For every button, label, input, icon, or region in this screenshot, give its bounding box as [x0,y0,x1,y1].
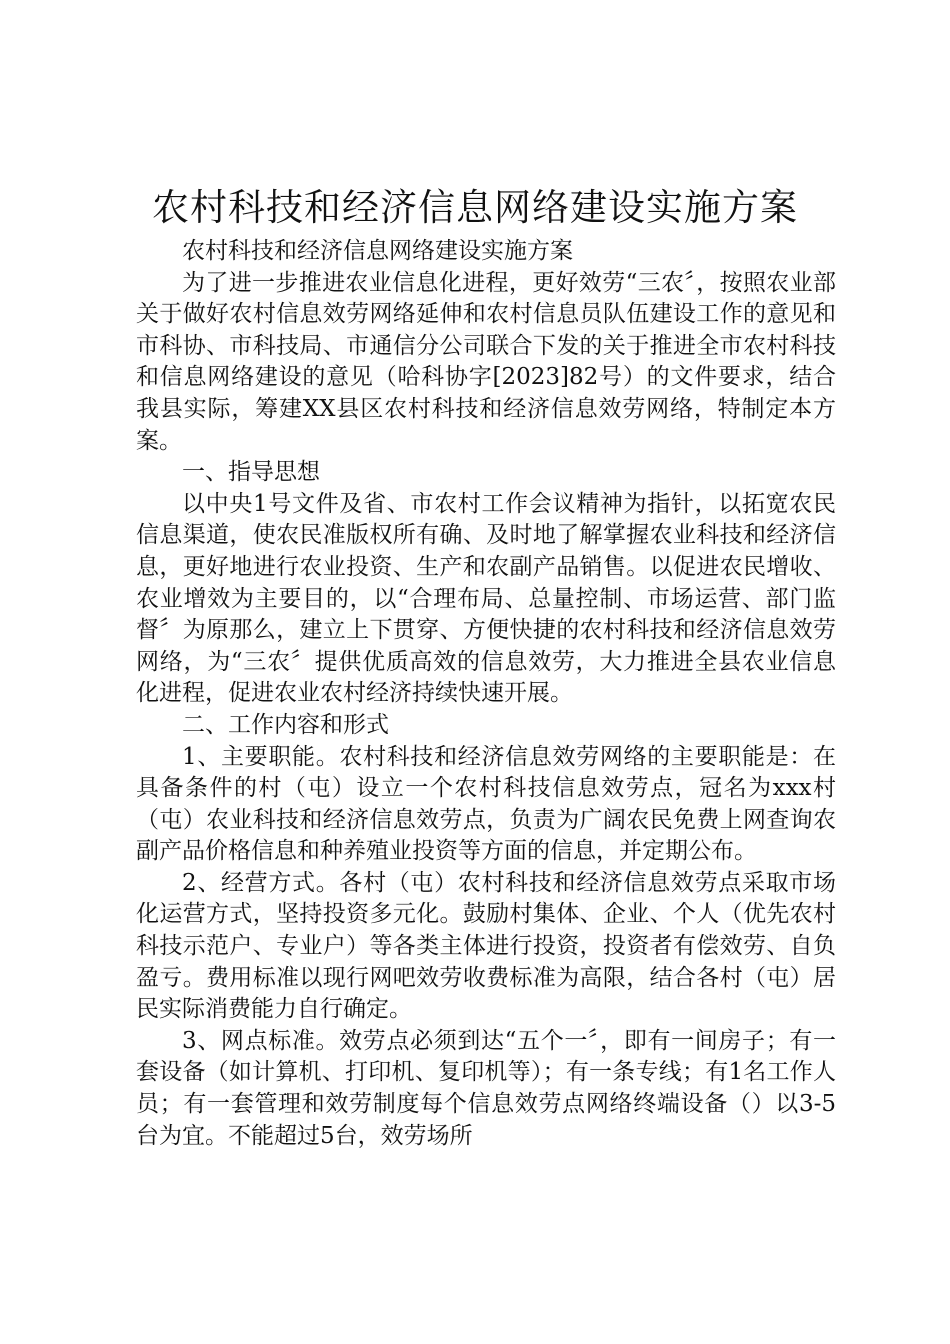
guiding-ideology-paragraph: 以中央1号文件及省、市农村工作会议精神为指针，以拓宽农民信息渠道，使农民准版权所有确、及时地了解掌握农业科技和经济信息，更好地进行农业投资、生产和农副产品销售。以促进农民增收、农业增效为主要目的，以“合理布局、总量控制、市场运营、部门监督〞为原那么，建立上下贯穿、方便快捷的农村科技和经济信息效劳网络，为“三农〞提供优质高效的信息效劳，大力推进全县农业信息化进程，促进农业农村经济持续快速开展。 [136,490,836,707]
subtitle-paragraph: 农村科技和经济信息网络建设实施方案 [182,238,573,264]
document-body [136,236,836,1152]
main-functions-paragraph: 1、主要职能。农村科技和经济信息效劳网络的主要职能是：在具备条件的村（屯）设立一个农村科技信息效劳点，冠名为xxx村（屯）农业科技和经济信息效劳点，负责为广阔农民免费上网查询农副产品价格信息和种养殖业投资等方面的信息，并定期公布。 [136,743,836,865]
section-heading-guiding-ideology: 一、指导思想 [182,459,320,486]
operation-mode-paragraph: 2、经营方式。各村（屯）农村科技和经济信息效劳点采取市场化运营方式，坚持投资多元化。鼓励村集体、企业、个人（优先农村科技示范户、专业户）等各类主体进行投资，投资者有偿效劳、自负盈亏。费用标准以现行网吧效劳收费标准为高限，结合各村（屯）居民实际消费能力自行确定。 [136,869,836,1023]
document-title: 农村科技和经济信息网络建设实施方案 [152,186,798,229]
network-standard-paragraph: 3、网点标准。效劳点必须到达“五个一〞，即有一间房子；有一套设备（如计算机、打印机、复印机等）；有一条专线；有1名工作人员；有一套管理和效劳制度每个信息效劳点网络终端设备（）以3-5台为宜。不能超过5台，效劳场所 [136,1027,836,1149]
section-heading-work-content: 二、工作内容和形式 [182,711,389,738]
intro-paragraph: 为了进一步推进农业信息化进程，更好效劳“三农〞，按照农业部关于做好农村信息效劳网络延伸和农村信息员队伍建设工作的意见和市科协、市科技局、市通信分公司联合下发的关于推进全市农村科技和信息网络建设的意见（哈科协字[2023]82号）的文件要求，结合我县实际，筹建XX县区农村科技和经济信息效劳网络，特制定本方案。 [136,269,836,454]
